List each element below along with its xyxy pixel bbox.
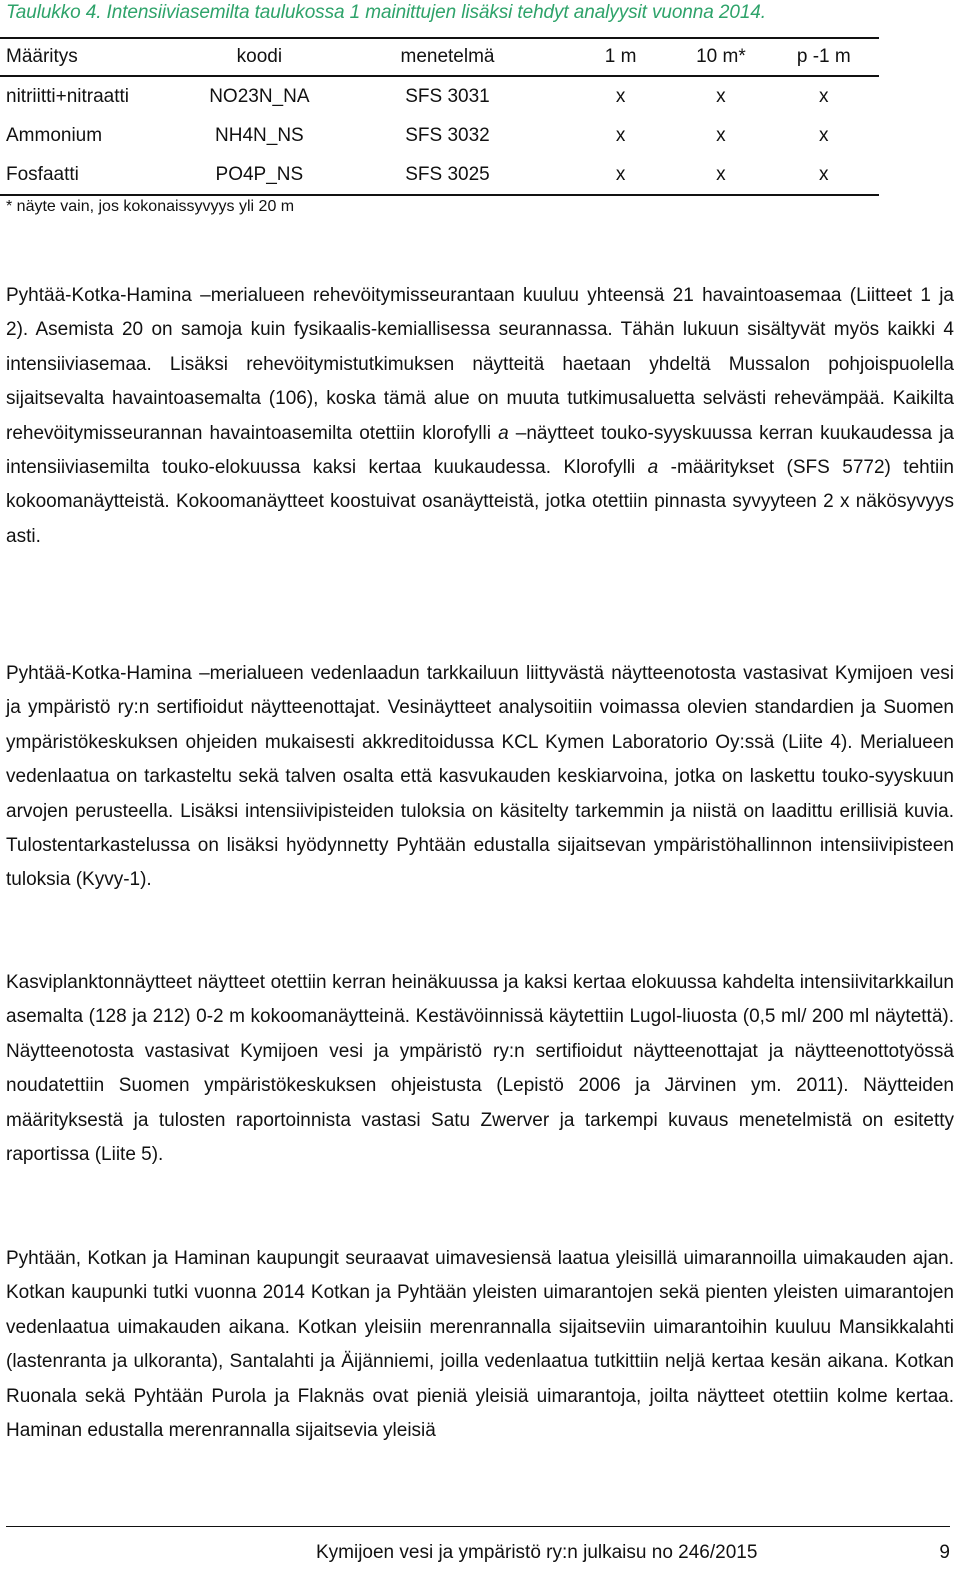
footer-divider	[6, 1526, 950, 1527]
table-cell: x	[673, 155, 768, 195]
table-footnote: * näyte vain, jos kokonaissyvyys yli 20 m	[6, 198, 295, 215]
header-10m: 10 m*	[673, 38, 768, 76]
table-cell: x	[568, 155, 673, 195]
table-row	[0, 155, 879, 195]
table-cell: x	[819, 85, 829, 107]
table-cell: x	[716, 85, 726, 107]
table-cell: nitriitti+nitraatti	[6, 85, 130, 107]
paragraph-bathing-water: Pyhtään, Kotkan ja Haminan kaupungit seuraavat uimavesiensä laatua yleisillä uimarannoilla uimakauden ajan. Kotkan kaupunki tutki vuonna 2014 Kotkan ja Pyhtään yleisten uimarantojen sekä pienten yleisten uimarantojen vedenlaatua uimakauden aikana. Kotkan yleisiin merenrannalla sijaitseviin uimarantoihin kuuluu Mansikkalahti (lastenranta ja ulkoranta), Santalahti ja Äijänniemi, joilla vedenlaatua tutkittiin neljä kertaa kesän aikana. Kotkan Ruonala sekä Pyhtään Purola ja Flaknäs ovat pieniä yleisiä uimarantoja, joilta näytteet otettiin kolme kertaa. Haminan edustalla merenrannalla sijaitsevia yleisiä	[6, 1248, 954, 1442]
table-cell: SFS 3025	[327, 155, 568, 195]
chlorophyll-a-italic: a	[647, 457, 659, 479]
analysis-table-grid	[0, 37, 879, 196]
header-1m: 1 m	[568, 38, 673, 76]
page-footer	[316, 1542, 950, 1564]
paragraph-text: –näytteet touko-syyskuussa kerran kuukaudessa ja intensiiviasemilta touko-elokuussa kaksi kertaa kuukaudessa. Klorofylli	[6, 422, 954, 479]
paragraph-text: -määritykset (SFS 5772) tehtiin kokoomanäytteistä. Kokoomanäytteet koostuivat osanäytteistä, jotka otettiin pinnasta syvyyteen 2 x näkösyvyys asti.	[6, 457, 954, 547]
header-menetelma: menetelmä	[327, 38, 568, 76]
header-p-1m: p -1 m	[769, 38, 879, 76]
table-cell: Ammonium	[6, 124, 103, 146]
page-number: 9	[939, 1542, 950, 1563]
table-cell: x	[615, 124, 626, 146]
table-cell: x	[819, 124, 829, 146]
analysis-table	[0, 37, 879, 196]
chlorophyll-a-italic: a	[498, 422, 509, 444]
header-koodi: koodi	[192, 38, 327, 76]
table-cell: NO23N_NA	[209, 85, 310, 107]
table-cell: x	[716, 124, 726, 146]
paragraph-eutrophication-monitoring	[6, 279, 954, 554]
table-caption: Taulukko 4. Intensiiviasemilta taulukossa 1 mainittujen lisäksi tehdyt analyysit vuonna 2014.	[6, 2, 766, 23]
table-cell: SFS 3032	[405, 124, 490, 146]
table-header-row	[0, 38, 879, 76]
paragraph-phytoplankton: Kasviplanktonnäytteet näytteet otettiin kerran heinäkuussa ja kaksi kertaa elokuussa kahdelta intensiivitarkkailun asemalta (128 ja 212) 0-2 m kokoomanäytteinä. Kestävöinnissä käytettiin Lugol-liuosta (0,5 ml/ 200 ml näytettä). Näytteenotosta vastasivat Kymijoen vesi ja ympäristö ry:n sertifioidut näytteenottajat ja näytteenottotyössä noudatettiin Suomen ympäristökeskuksen ohjeistusta (Lepistö 2006 ja Järvinen ym. 2011). Näytteiden määrityksestä ja tulosten raportoinnista vastasi Satu Zwerver ja tarkempi kuvaus menetelmistä on esitetty raportissa (Liite 5).	[6, 972, 954, 1166]
table-cell: NH4N_NS	[215, 124, 304, 146]
table-cell: SFS 3031	[405, 85, 490, 107]
table-cell: x	[769, 155, 879, 195]
paragraph-text: Pyhtää-Kotka-Hamina –merialueen rehevöitymisseurantaan kuuluu yhteensä 21 havaintoasemaa (Liitteet 1 ja 2). Asemista 20 on samoja kuin fysikaalis-kemiallisessa seurannassa. Tähän lukuun sisältyvät myös kaikki 4 intensiiviasemaa. Lisäksi rehevöitymistutkimuksen näytteitä haetaan yhdeltä Mussalon pohjoispuolella sijaitsevalta havaintoasemalta (106), koska tämä alue on muuta tutkimusaluetta selvästi rehevämpää. Kaikilta rehevöitymisseurannan havaintoasemilta otettiin klorofylli	[6, 285, 954, 444]
header-maaritys: Määritys	[0, 38, 192, 76]
table-row	[0, 76, 879, 116]
publication-name: Kymijoen vesi ja ympäristö ry:n julkaisu no 246/2015	[315, 1542, 758, 1563]
table-row	[0, 116, 879, 155]
paragraph-water-quality-sampling: Pyhtää-Kotka-Hamina –merialueen vedenlaadun tarkkailuun liittyvästä näytteenotosta vastasivat Kymijoen vesi ja ympäristö ry:n sertifioidut näytteenottajat. Vesinäytteet analysoitiin voimassa olevien standardien ja Suomen ympäristökeskuksen ohjeiden mukaisesti akkreditoidussa KCL Kymen Laboratorio Oy:ssä (Liite 4). Merialueen vedenlaatua on tarkasteltu sekä talven osalta että kasvukauden keskiarvoina, jotka on laskettu touko-syyskuun arvojen perusteella. Lisäksi intensiivipisteiden tuloksia on käsitelty tarkemmin ja niistä on laadittu erillisiä kuvia. Tulostentarkastelussa on lisäksi hyödynnetty Pyhtään edustalla sijaitsevan ympäristöhallinnon intensiivipisteen tuloksia (Kyvy-1).	[6, 663, 954, 891]
table-cell: x	[615, 85, 626, 107]
table-cell: Fosfaatti	[0, 155, 192, 195]
table-cell: PO4P_NS	[192, 155, 327, 195]
